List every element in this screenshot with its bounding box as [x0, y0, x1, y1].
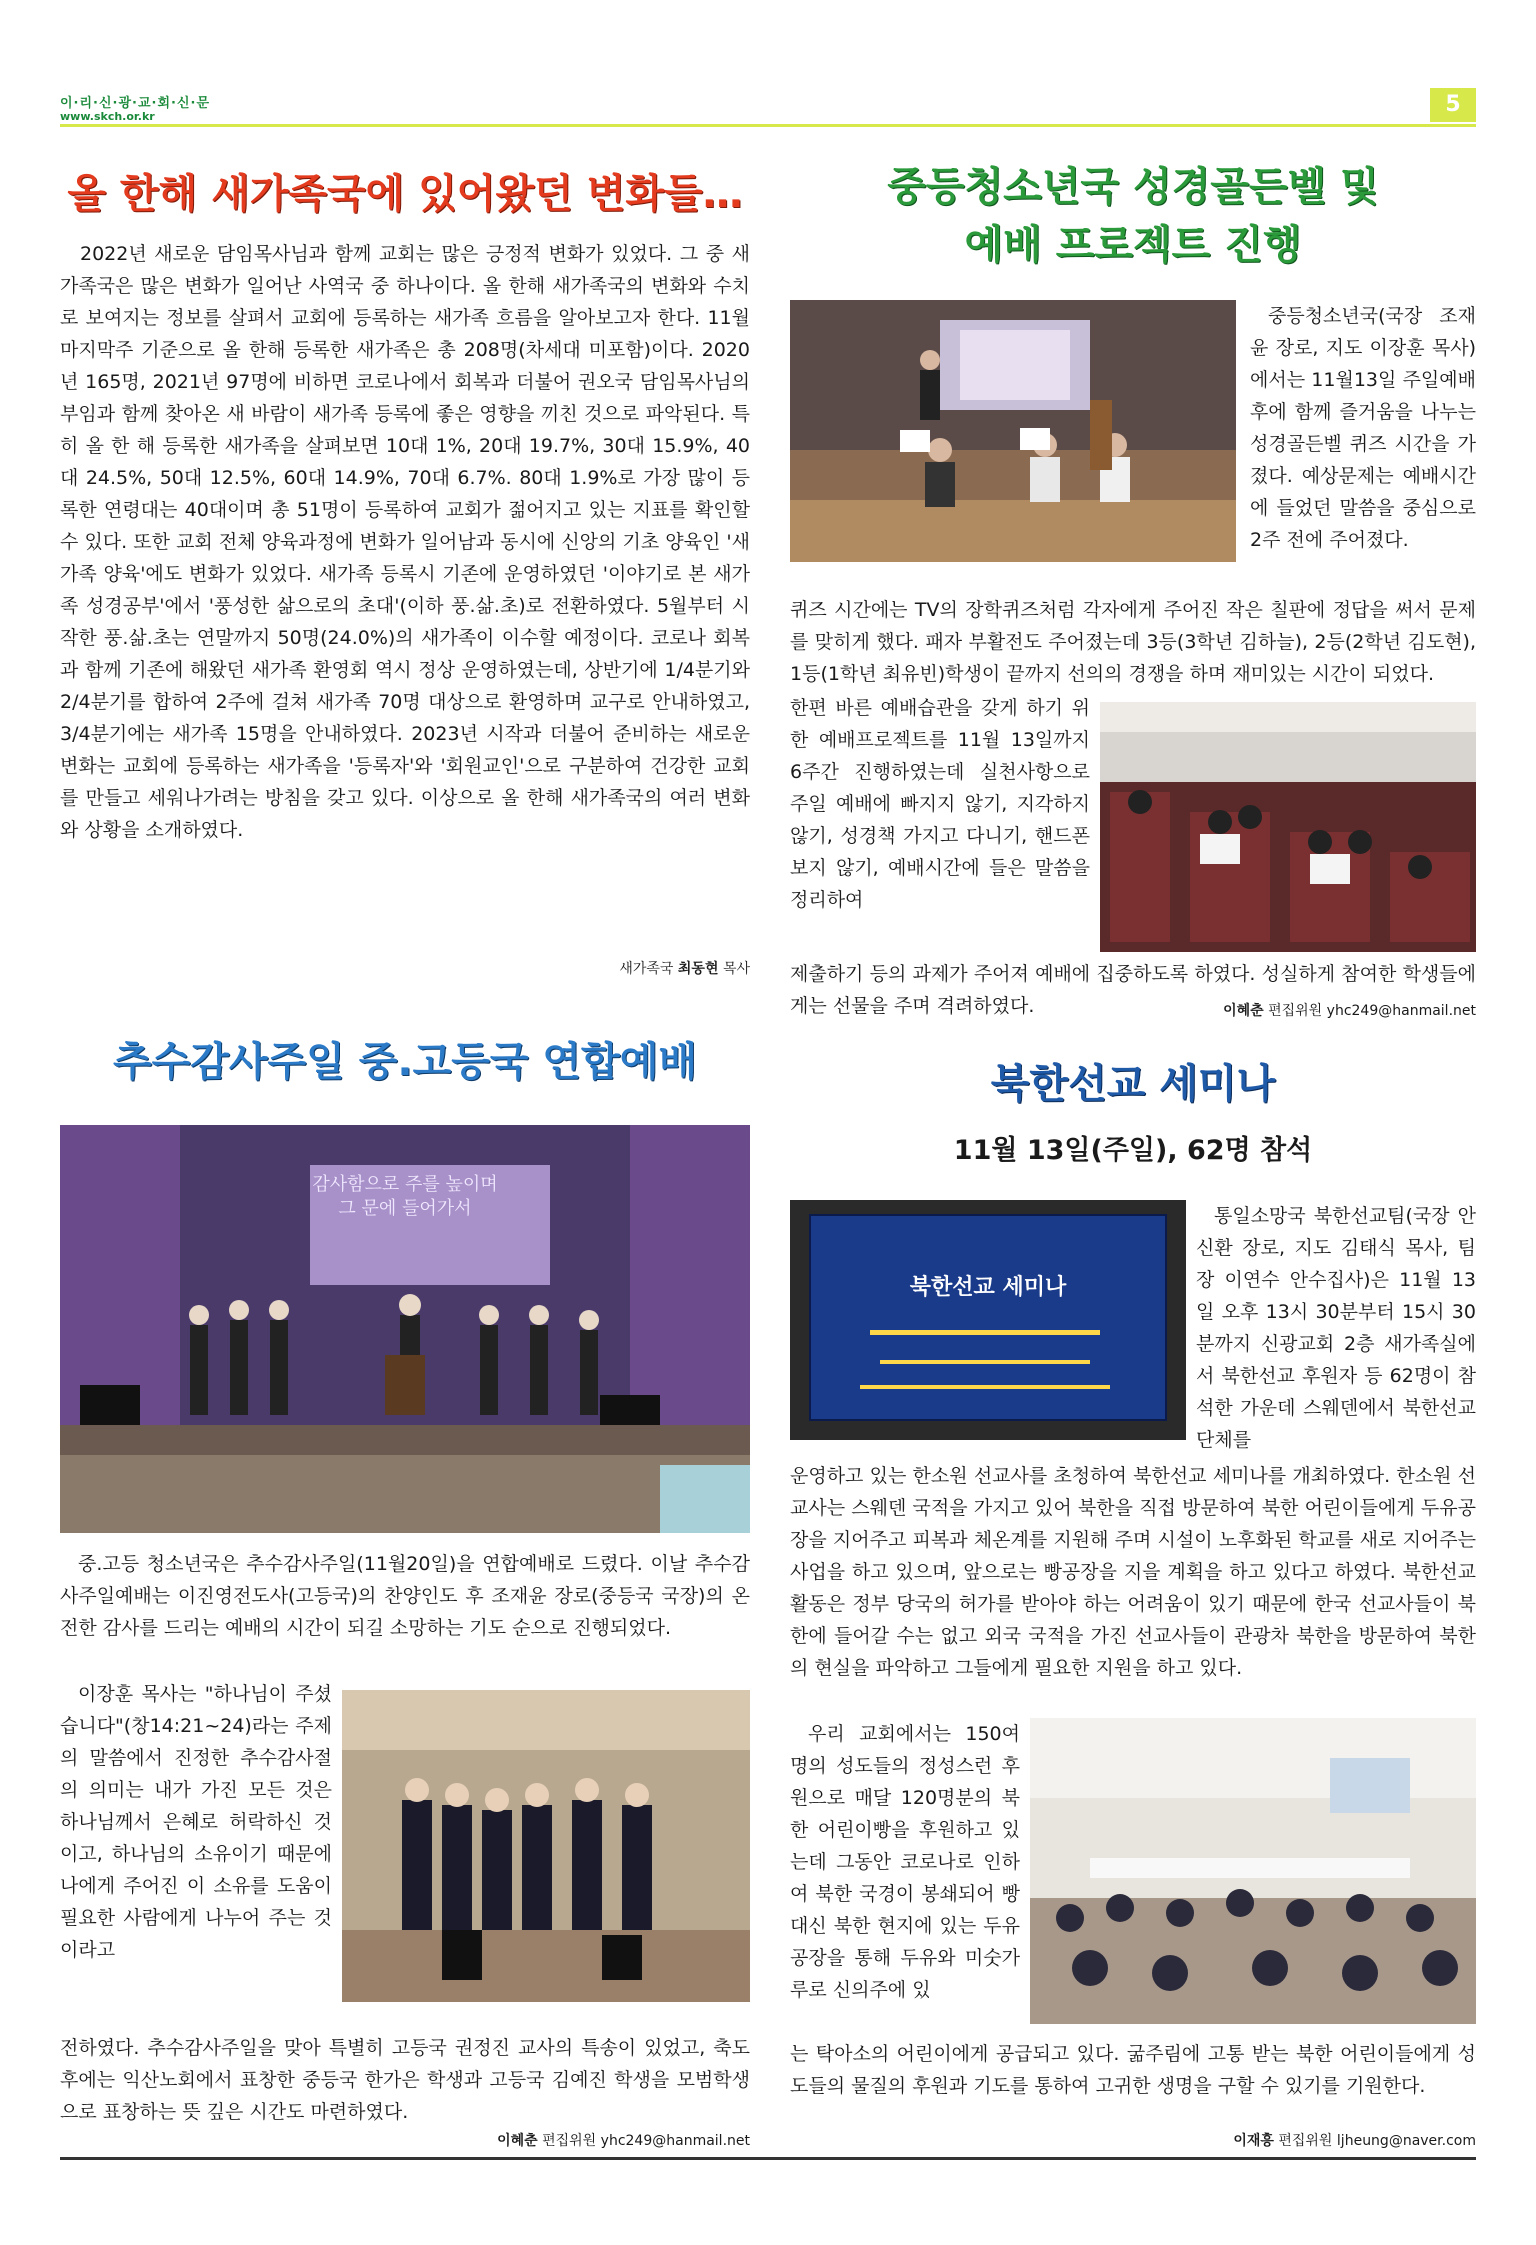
seminar-audience-photo [1030, 1718, 1476, 2024]
stage-screen-line1: 감사함으로 주를 높이며 [312, 1174, 498, 1195]
article1-body: 2022년 새로운 담임목사님과 함께 교회는 많은 긍정적 변화가 있었다. 그 중 새가족국은 많은 변화가 일어난 사역국 중 하나이다. 올 한해 새가족국의 변화와 수치로 보여지는 정보를 살펴서 교회에 등록하는 새가족 흐름을 알아보고자 한다. 11월 마지막주 기준으로 올 한해 등록한 새가족은 총 208명(차세대 미포함)이다. 2020년 165명, 2021년 97명에 비하면 코로나에서 회복과 더불어 권오국 담임목사님의 부임과 함께 찾아온 새 바람이 새가족 등록에 좋은 영향을 끼친 것으로 파악된다. 특히 올 한 해 등록한 새가족을 살펴보면 10대 1%, 20대 19.7%, 30대 15.9%, 40대 24.5%, 50대 12.5%, 60대 14.9%, 70대 6.7%. 80대 1.9%로 가장 많이 등록한 연령대는 40대이며 총 51명이 등록하여 교회가 젊어지고 있는 지표를 확인할 수 있다. 또한 교회 전체 양육과정에 변화가 일어남과 동시에 신앙의 기초 양육인 '새가족 양육'에도 변화가 있었다. 새가족 등록시 기존에 운영하였던 '이야기로 본 새가족 성경공부'에서 '풍성한 삶으로의 초대'(이하 풍.삶.초)로 전환하였다. 5월부터 시작한 풍.삶.초는 연말까지 50명(24.0%)의 새가족이 이수할 예정이다. 코로나 회복과 함께 기존에 해왔던 새가족 환영회 역시 정상 운영하였는데, 상반기에 1/4분기와 2/4분기를 합하여 2주에 걸쳐 새가족 70명 대상으로 환영하며 교구로 안내하였고, 3/4분기에는 새가족 15명을 안내하였다. 2023년 시작과 더불어 준비하는 새로운 변화는 교회에 등록하는 새가족을 '등록자'와 '회원교인'으로 구분하여 건강한 교회를 만들고 세워나가려는 방침을 갖고 있다. 이상으로 올 한해 새가족국의 여러 변화와 상황을 소개하였다. [60, 243, 750, 841]
stage-screen-line2: 그 문에 들어가서 [338, 1198, 472, 1219]
article4-body-part4: 는 탁아소의 어린이에게 공급되고 있다. 굶주림에 고통 받는 북한 어린이들에게 성도들의 물질의 후원과 기도를 통하여 고귀한 생명을 구할 수 있기를 기원한다. [790, 2043, 1476, 2097]
article4-byline [1150, 2130, 1476, 2150]
article1-title: 올 한해 새가족국에 있어왔던 변화들… [67, 171, 743, 217]
slide-title: 북한선교 세미나 [909, 1275, 1067, 1300]
byline-role: 편집위원 [1268, 1003, 1323, 1019]
stage-screen-text [60, 1173, 750, 1221]
article3-body-part2: 이장훈 목사는 "하나님이 주셨습니다"(창14:21~24)라는 주제의 말씀에서 진정한 추수감사절의 의미는 내가 가진 모든 것은 하나님께서 은혜로 허락하신 것이고, 하나님의 소유이기 때문에 나에게 주어진 이 소유를 도움이 필요한 사람에게 나누어 주는 것이라고 [60, 1683, 332, 1961]
byline-email[interactable]: yhc249@hanmail.net [600, 2133, 750, 2149]
header-rule [60, 124, 1476, 127]
article3-byline [440, 2130, 750, 2150]
article2-byline [1170, 1000, 1476, 1020]
golden-bell-quiz-photo [790, 300, 1236, 562]
seminar-slide-photo [790, 1200, 1186, 1440]
article4-body-part1: 통일소망국 북한선교팀(국장 안신환 장로, 지도 김태식 목사, 팀장 이연수 안수집사)은 11월 13일 오후 13시 30분부터 15시 30분까지 신광교회 2층 새가족실에서 북한선교 후원자 등 62명이 참석한 가운데 스웨덴에서 북한선교단체를 [1196, 1205, 1476, 1451]
footer-rule [60, 2157, 1476, 2160]
byline-title: 목사 [722, 961, 750, 977]
article2-title-line2: 예배 프로젝트 진행 [964, 222, 1302, 268]
byline-name: 최동현 [677, 961, 719, 977]
article3-title: 추수감사주일 중.고등국 연합예배 [112, 1039, 697, 1085]
byline-email[interactable]: ljheung@naver.com [1336, 2133, 1476, 2149]
article3-body-part3: 전하였다. 추수감사주일을 맞아 특별히 고등국 권정진 교사의 특송이 있었고, 축도 후에는 익산노회에서 표창한 중등국 한가은 학생과 고등국 김예진 학생을 모범학생으로 표창하는 뜻 깊은 시간도 마련하였다. [60, 2037, 750, 2123]
byline-role: 새가족국 [619, 961, 674, 977]
byline-role: 편집위원 [542, 2133, 597, 2149]
article2-body-part2: 퀴즈 시간에는 TV의 장학퀴즈처럼 각자에게 주어진 작은 칠판에 정답을 써서 문제를 맞히게 했다. 패자 부활전도 주어졌는데 3등(3학년 김하늘), 2등(2학년 김도현), 1등(1학년 최유빈)학생이 끝까지 선의의 경쟁을 하며 재미있는 시간이 되었다. [790, 599, 1476, 685]
website-url[interactable]: www.skch.or.kr [60, 110, 155, 123]
thanksgiving-worship-stage-photo [60, 1125, 750, 1533]
byline-name: 이혜춘 [497, 2133, 538, 2149]
article4-body-part2: 운영하고 있는 한소원 선교사를 초청하여 북한선교 세미나를 개최하였다. 한소원 선교사는 스웨덴 국적을 가지고 있어 북한을 직접 방문하여 북한 어린이들에게 두유공장을 지어주고 피복과 체온계를 지원해 주며 시설이 노후화된 학교를 새로 지어주는 사업을 하고 있으며, 앞으로는 빵공장을 지을 계획을 하고 있다고 하였다. 북한선교 활동은 정부 당국의 허가를 받아야 하는 어려움이 있기 때문에 한국 선교사들이 북한에 들어갈 수는 없고 외국 국적을 가진 선교사들이 관광차 북한을 방문하여 북한의 현실을 파악하고 그들에게 필요한 지원을 하고 있다. [790, 1465, 1476, 1679]
article2-body-part3: 한편 바른 예배습관을 갖게 하기 위한 예배프로젝트를 11월 13일까지 6주간 진행하였는데 실천사항으로 주일 예배에 빠지지 않기, 지각하지 않기, 성경책 가지고 다니기, 핸드폰 보지 않기, 예배시간에 들은 말씀을 정리하여 [790, 697, 1090, 911]
byline-email[interactable]: yhc249@hanmail.net [1326, 1003, 1476, 1019]
article2-body-part4: 제출하기 등의 과제가 주어져 예배에 집중하도록 하였다. 성실하게 참여한 학생들에게는 선물을 주며 격려하였다. [790, 963, 1476, 1017]
article4-body-part3: 우리 교회에서는 150여명의 성도들의 정성스런 후원으로 매달 120명분의 북한 어린이빵을 후원하고 있는데 그동안 코로나로 인하여 북한 국경이 봉쇄되어 빵 대신 북한 현지에 있는 두유공장을 통해 두유와 미숫가루로 신의주에 있 [790, 1723, 1020, 2001]
byline-role: 편집위원 [1278, 2133, 1333, 2149]
article2-body-part1: 중등청소년국(국장 조재윤 장로, 지도 이장훈 목사)에서는 11월13일 주일예배 후에 함께 즐거움을 나누는 성경골든벨 퀴즈 시간을 가졌다. 예상문제는 예배시간에 들었던 말씀을 중심으로 2주 전에 주어졌다. [1250, 305, 1476, 551]
byline-name: 이재흥 [1233, 2133, 1274, 2149]
article4-subtitle: 11월 13일(주일), 62명 참석 [953, 1135, 1313, 1166]
masthead: 이·리·신·광·교·회·신·문 [60, 96, 211, 111]
article2-title [790, 158, 1476, 274]
article2-title-line1: 중등청소년국 성경골든벨 및 [887, 164, 1379, 210]
article1-byline [500, 958, 750, 978]
article4-title: 북한선교 세미나 [990, 1061, 1276, 1107]
student-award-photo [342, 1690, 750, 2002]
byline-name: 이혜춘 [1223, 1003, 1264, 1019]
page-number: 5 [1430, 88, 1476, 122]
worship-project-photo [1100, 702, 1476, 952]
article3-body-part1: 중.고등 청소년국은 추수감사주일(11월20일)을 연합예배로 드렸다. 이날 추수감사주일예배는 이진영전도사(고등국)의 찬양인도 후 조재윤 장로(중등국 국장)의 온전한 감사를 드리는 예배의 시간이 되길 소망하는 기도 순으로 진행되었다. [60, 1553, 750, 1639]
